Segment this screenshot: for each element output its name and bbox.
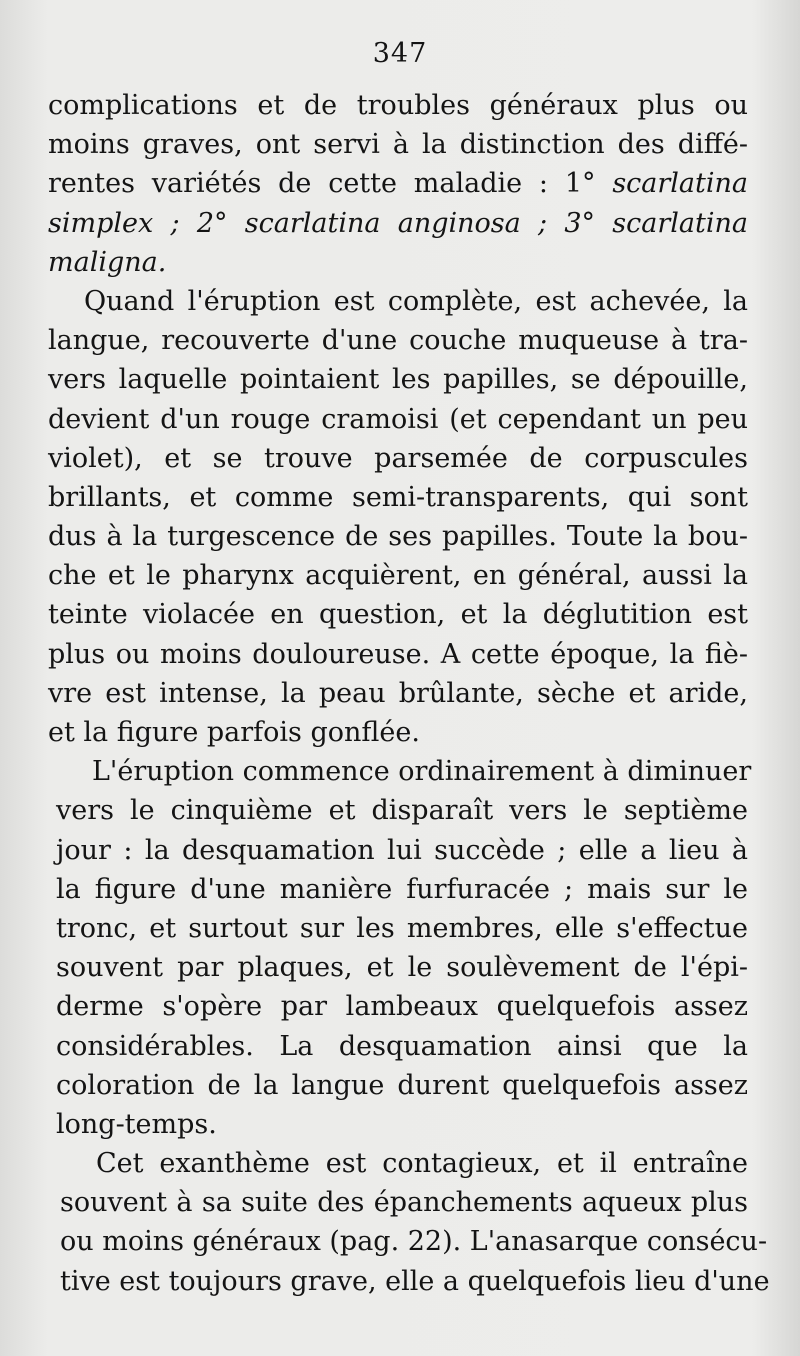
text-line: souvent par plaques, et le soulèvement de l'épi- bbox=[56, 952, 748, 984]
text-line: dus à la turgescence de ses papilles. Toute la bou- bbox=[48, 521, 748, 553]
text-line-roman: rentes variétés de cette maladie : 1° bbox=[48, 168, 613, 200]
text-line: long-temps. bbox=[56, 1108, 217, 1140]
text-line: jour : la desquamation lui succède ; elle a lieu à bbox=[56, 834, 748, 866]
text-line: vers le cinquième et disparaît vers le septième bbox=[56, 795, 748, 827]
text-line: ou moins généraux (pag. 22). L'anasarque consécu- bbox=[60, 1226, 768, 1258]
text-line: che et le pharynx acquièrent, en général, aussi la bbox=[48, 560, 748, 592]
text-line: langue, recouverte d'une couche muqueuse à tra- bbox=[48, 325, 748, 357]
text-line: coloration de la langue durent quelquefois assez bbox=[56, 1069, 748, 1101]
text-line: et la figure parfois gonflée. bbox=[48, 717, 420, 748]
text-line: vre est intense, la peau brûlante, sèche et aride, bbox=[48, 677, 748, 709]
text-line: tronc, et surtout sur les membres, elle s'effectue bbox=[56, 912, 748, 944]
text-line: la figure d'une manière furfuracée ; mais sur le bbox=[56, 873, 748, 905]
text-line: devient d'un rouge cramoisi (et cependant un peu bbox=[48, 403, 748, 435]
text-line: complications et de troubles généraux plus ou bbox=[48, 90, 748, 121]
text-line: plus ou moins douloureuse. A cette époque, la fiè- bbox=[48, 638, 748, 670]
text-line: considérables. La desquamation ainsi que la bbox=[56, 1030, 748, 1062]
text-line: tive est toujours grave, elle a quelquefois lieu d'une bbox=[60, 1265, 770, 1297]
text-line: violet), et se trouve parsemée de corpuscules bbox=[48, 442, 748, 474]
text-line: vers laquelle pointaient les papilles, se dépouille, bbox=[48, 364, 748, 396]
text-line: derme s'opère par lambeaux quelquefois assez bbox=[56, 991, 748, 1023]
text-line: simplex ; 2° scarlatina anginosa ; 3° scarlatina bbox=[48, 207, 748, 239]
page-number: 347 bbox=[372, 38, 428, 69]
text-line: L'éruption commence ordinairement à diminuer bbox=[92, 756, 752, 788]
text-line-italic: scarlatina bbox=[612, 168, 748, 200]
body-text bbox=[48, 86, 770, 1301]
text-line: Cet exanthème est contagieux, et il entraîne bbox=[96, 1148, 748, 1180]
text-line: souvent à sa suite des épanchements aqueux plus bbox=[60, 1187, 748, 1219]
text-line: brillants, et comme semi-transparents, qui sont bbox=[48, 481, 748, 513]
text-line: maligna. bbox=[48, 246, 167, 278]
text-line bbox=[48, 164, 748, 203]
text-line: Quand l'éruption est complète, est achevée, la bbox=[84, 285, 748, 317]
text-line: moins graves, ont servi à la distinction des diffé- bbox=[48, 129, 748, 161]
text-line: teinte violacée en question, et la déglutition est bbox=[48, 599, 748, 631]
